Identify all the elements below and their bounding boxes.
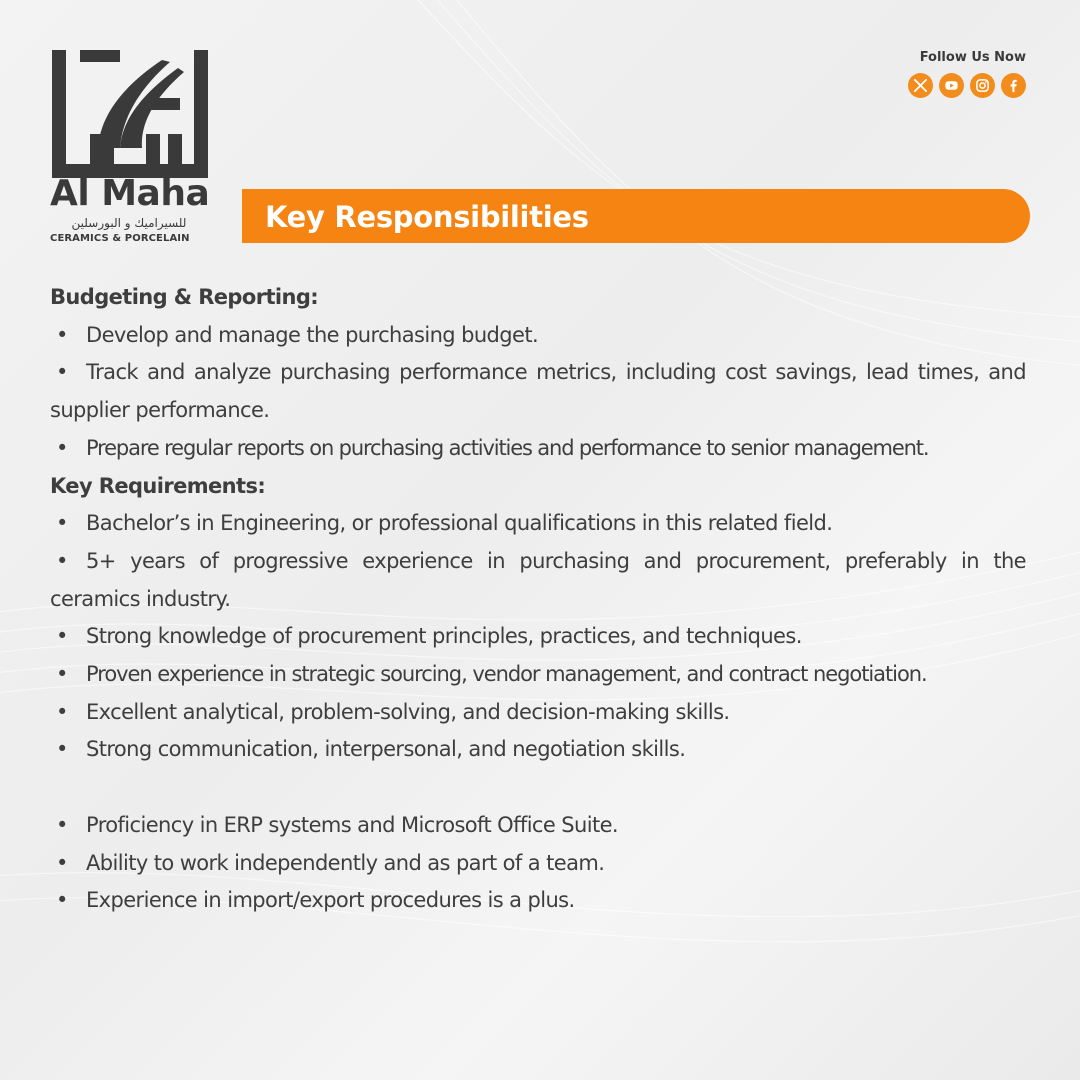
bullet: •	[56, 360, 68, 385]
list-item: • Bachelor’s in Engineering, or professional qualifications in this related field.	[50, 505, 1026, 543]
bullet: •	[56, 548, 68, 573]
list-item: • Strong communication, interpersonal, and negotiation skills.	[50, 731, 1026, 769]
bullet: •	[56, 888, 68, 913]
x-icon[interactable]	[908, 73, 933, 98]
bullet: •	[56, 322, 68, 347]
logo-subtitle: CERAMICS & PORCELAIN	[50, 233, 190, 244]
list-item: • 5+ years of progressive experience in purchasing and procurement, preferably in the ceramics industry.	[50, 543, 1026, 618]
bullet: •	[56, 662, 68, 687]
list-item: • Track and analyze purchasing performance metrics, including cost savings, lead times, and supplier performance.	[50, 354, 1026, 429]
social-links	[886, 50, 1026, 98]
bullet: •	[56, 624, 68, 649]
bullet: •	[56, 850, 68, 875]
follow-label: Follow Us Now	[919, 50, 1026, 65]
brand-logo	[50, 48, 210, 248]
list-item: • Experience in import/export procedures is a plus.	[50, 882, 1026, 920]
instagram-icon[interactable]	[970, 73, 995, 98]
section-banner	[242, 189, 1030, 243]
section-heading-budgeting: Budgeting & Reporting:	[50, 285, 319, 309]
bullet: •	[56, 812, 68, 837]
content-body	[50, 279, 1026, 920]
list-item: • Excellent analytical, problem-solving, and decision-making skills.	[50, 694, 1026, 732]
bullet: •	[56, 511, 68, 536]
banner-title: Key Responsibilities	[265, 200, 589, 234]
youtube-icon[interactable]	[939, 73, 964, 98]
logo-mark-icon	[50, 48, 210, 183]
list-item: • Ability to work independently and as part of a team.	[50, 845, 1026, 883]
list-item: • Proficiency in ERP systems and Microsoft Office Suite.	[50, 807, 1026, 845]
spacer	[50, 769, 1026, 807]
list-item: • Proven experience in strategic sourcing, vendor management, and contract negotiation.	[50, 656, 1026, 694]
bullet: •	[56, 435, 68, 460]
list-item: • Prepare regular reports on purchasing activities and performance to senior management.	[50, 430, 1026, 468]
bullet: •	[56, 737, 68, 762]
list-item: • Strong knowledge of procurement principles, practices, and techniques.	[50, 618, 1026, 656]
section-heading-requirements: Key Requirements:	[50, 473, 266, 498]
list-item: • Develop and manage the purchasing budget.	[50, 317, 1026, 355]
bullet: •	[56, 699, 68, 724]
logo-arabic-text: للسيراميك و البورسلين	[71, 216, 187, 230]
facebook-icon[interactable]	[1001, 73, 1026, 98]
logo-wordmark: Al Maha	[50, 173, 210, 214]
